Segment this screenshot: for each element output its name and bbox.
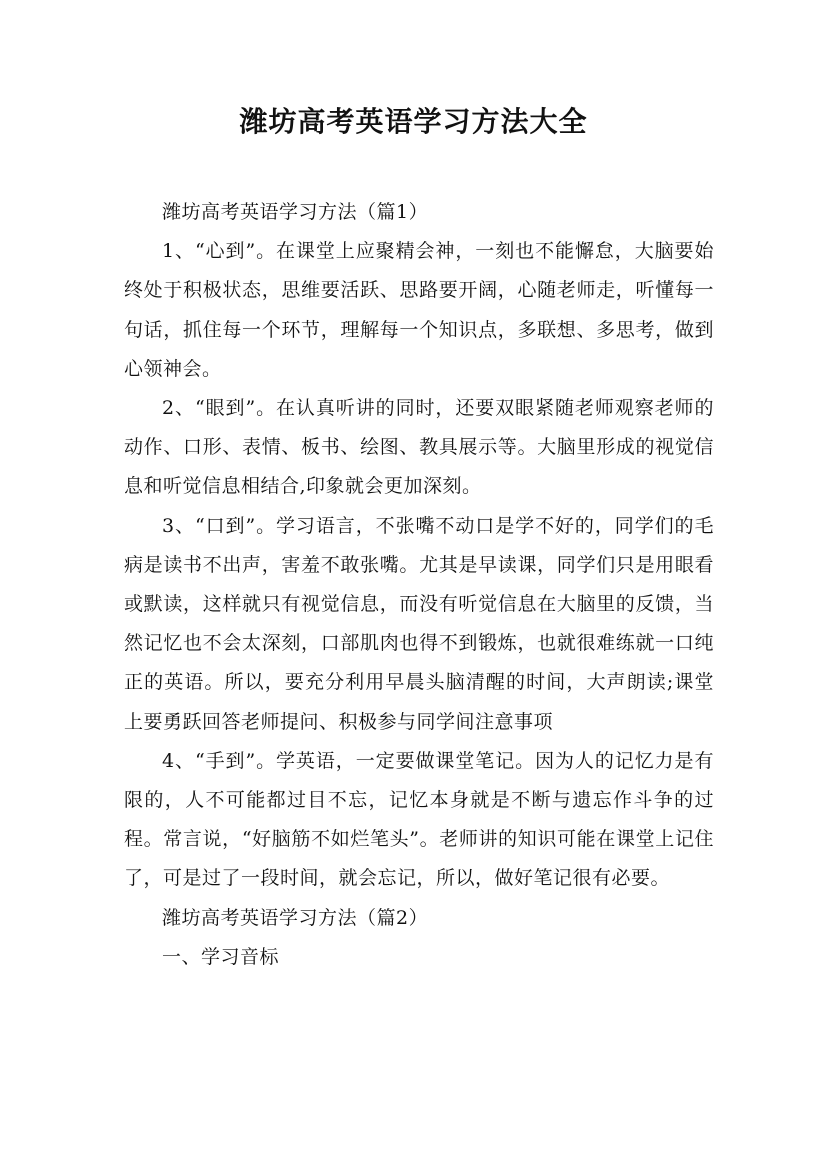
section-heading-2: 潍坊高考英语学习方法（篇2） [162,906,429,929]
document-title: 潍坊高考英语学习方法大全 [239,105,588,138]
subheading-phonetics: 一、学习音标 [162,945,280,968]
paragraph-mouth: 3、“口到”。学习语言，不张嘴不动口是学不好的，同学们的毛病是读书不出声，害羞不敢张嘴。尤其是早读课，同学们只是用眼看或默读，这样就只有视觉信息，而没有听觉信息在大脑里的反馈，当然记忆也不会太深刻，口部肌肉也得不到锻炼，也就很难练就一口纯正的英语。所以，要充分利用早晨头脑清醒的时间，大声朗读;课堂上要勇跃回答老师提问、积极参与同学间注意事项 [124,514,714,733]
paragraph-eyes: 2、“眼到”。在认真听讲的同时，还要双眼紧随老师观察老师的动作、口形、表情、板书、绘图、教具展示等。大脑里形成的视觉信息和听觉信息相结合,印象就会更加深刻。 [124,397,714,498]
section-heading-1: 潍坊高考英语学习方法（篇1） [162,201,429,223]
paragraph-heart: 1、“心到”。在课堂上应聚精会神，一刻也不能懈怠，大脑要始终处于积极状态，思维要活跃、思路要开阔，心随老师走，听懂每一句话，抓住每一个环节，理解每一个知识点，多联想、多思考，做到心领神会。 [124,240,714,380]
document-body [124,193,714,977]
paragraph-hands: 4、“手到”。学英语，一定要做课堂笔记。因为人的记忆力是有限的，人不可能都过目不忘，记忆本身就是不断与遗忘作斗争的过程。常言说，“好脑筋不如烂笔头”。老师讲的知识可能在课堂上记住了，可是过了一段时间，就会忘记，所以，做好笔记很有必要。 [124,749,714,890]
